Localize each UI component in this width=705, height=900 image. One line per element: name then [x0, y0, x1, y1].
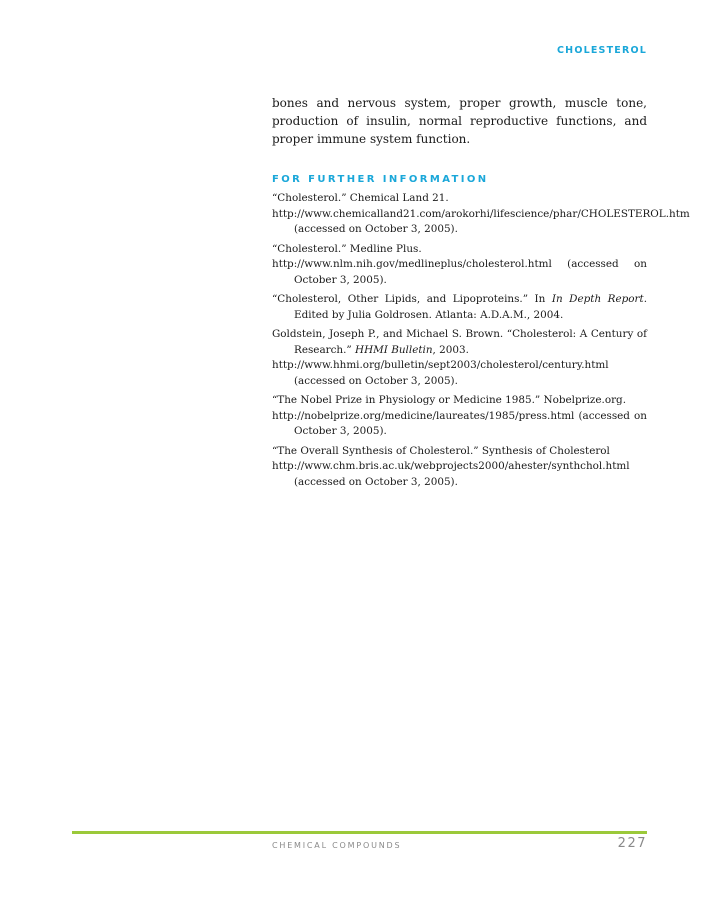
reference-publication: HHMI Bulletin [355, 343, 433, 356]
body-paragraph: bones and nervous system, proper growth, muscle tone, production of insulin, normal reproductive functions, and proper immune system function. [272, 96, 647, 146]
reference-item [272, 292, 647, 323]
reference-publication: In Depth Report [551, 293, 644, 305]
reference-title: “Cholesterol.” Medline Plus. [272, 242, 422, 255]
reference-details: . Edited by Julia Goldrosen. Atlanta: A.D.A.M., 2004. [294, 293, 647, 321]
reference-url[interactable]: http://www.hhmi.org/bulletin/sept2003/cholesterol/century.html (accessed on October 3, 2005). [272, 359, 609, 387]
reference-url[interactable]: http://www.nlm.nih.gov/medlineplus/cholesterol.html (accessed on October 3, 2005). [272, 258, 647, 286]
footer-label: CHEMICAL COMPOUNDS [272, 841, 402, 850]
reference-title: Goldstein, Joseph P., and Michael S. Brown. “Cholesterol: A Century of Research.” [272, 328, 647, 356]
footer-rule [72, 831, 647, 834]
running-head: CHOLESTEROL [557, 45, 647, 56]
reference-item [272, 242, 647, 289]
reference-title: “The Overall Synthesis of Cholesterol.” Synthesis of Cholesterol [272, 444, 610, 457]
section-heading: FOR FURTHER INFORMATION [272, 174, 489, 185]
reference-title: “The Nobel Prize in Physiology or Medicine 1985.” Nobelprize.org. [272, 394, 627, 406]
reference-url[interactable]: http://www.chemicalland21.com/arokorhi/lifescience/phar/CHOLESTEROL.htm (accessed on October 3, 2005). [272, 207, 690, 235]
reference-item [272, 327, 647, 389]
main-content [272, 94, 690, 494]
reference-url[interactable]: http://nobelprize.org/medicine/laureates/1985/press.html (accessed on October 3, 2005). [272, 409, 647, 437]
reference-item [272, 393, 647, 440]
reference-list [272, 191, 690, 490]
reference-details: , 2003. [432, 343, 469, 356]
reference-item [272, 444, 647, 491]
reference-item [272, 191, 690, 238]
reference-title: “Cholesterol, Other Lipids, and Lipoproteins.” In [272, 293, 552, 305]
reference-title: “Cholesterol.” Chemical Land 21. [272, 192, 449, 204]
reference-url[interactable]: http://www.chm.bris.ac.uk/webprojects2000/ahester/synthchol.html (accessed on October 3, 2005). [272, 460, 630, 488]
page-number: 227 [617, 836, 647, 851]
